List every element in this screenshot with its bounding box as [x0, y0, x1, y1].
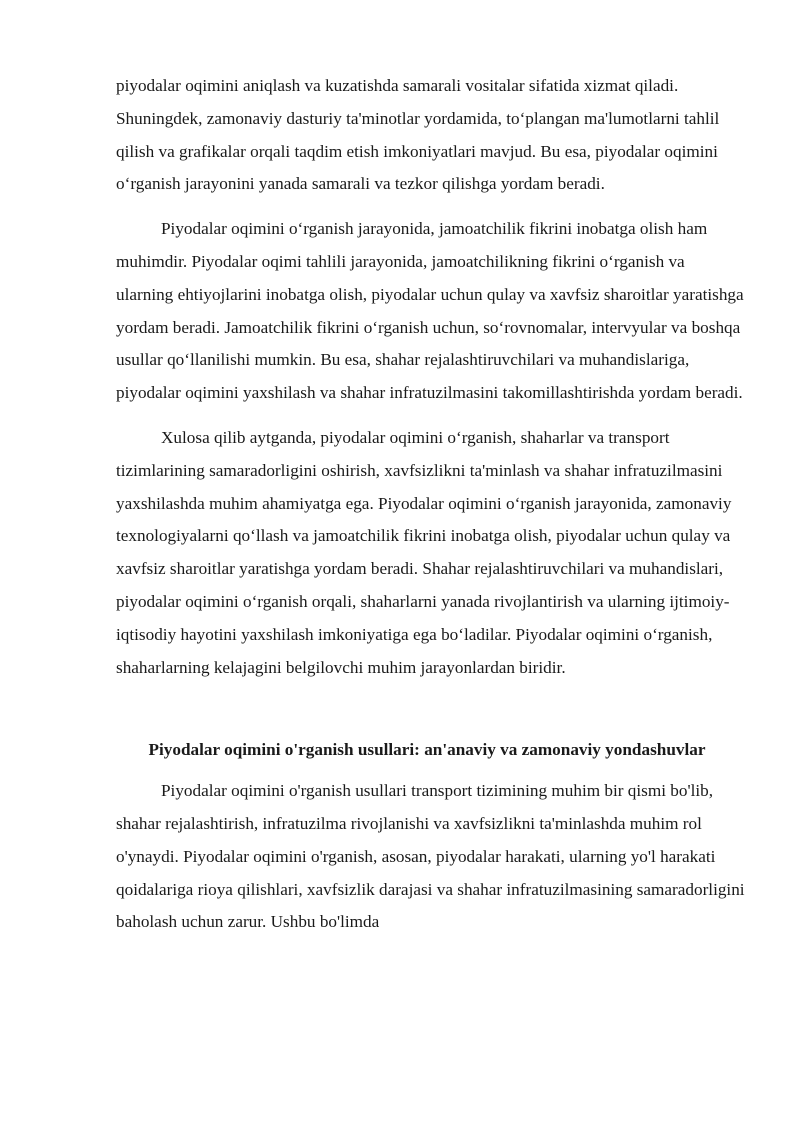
paragraph-public-opinion: Piyodalar oqimini o‘rganish jarayonida, jamoatchilik fikrini inobatga olish ham muhimdir. Piyodalar oqimi tahlili jarayonida, jamoatchilikning fikrini o‘rganish va ularning ehtiyojlarini inobatga olish, piyodalar uchun qulay va xavfsiz sharoitlar yaratishga yordam beradi. Jamoatchilik fikrini o‘rganish uchun, so‘rovnomalar, intervyular va boshqa usullar qo‘llanilishi mumkin. Bu esa, shahar rejalashtiruvchilari va muhandislariga, piyodalar oqimini yaxshilash va shahar infratuzilmasini takomillashtirishda yordam beradi.	[116, 219, 744, 403]
section-heading: Piyodalar oqimini o'rganish usullari: an'anaviy va zamonaviy yondashuvlar	[148, 740, 706, 760]
paragraph-continuation: piyodalar oqimini aniqlash va kuzatishda samarali vositalar sifatida xizmat qiladi. Shuningdek, zamonaviy dasturiy ta'minotlar yordamida, to‘plangan ma'lumotlarni tahlil qilish va grafikalar orqali taqdim etish imkoniyatlari mavjud. Bu esa, piyodalar oqimini o‘rganish jarayonini yanada samarali va tezkor qilishga yordam beradi.	[116, 76, 720, 194]
paragraph-methods-intro: Piyodalar oqimini o'rganish usullari transport tizimining muhim bir qismi bo'lib, shahar rejalashtirish, infratuzilma rivojlanishi va xavfsizlikni ta'minlashda muhim rol o'ynaydi. Piyodalar oqimini o'rganish, asosan, piyodalar harakati, ularning yo'l harakati qoidalariga rioya qilishlari, xavfsizlik darajasi va shahar infratuzilmasining samaradorligini baholash uchun zarur. Ushbu bo'limda	[116, 781, 745, 932]
heading-spacer	[116, 767, 746, 775]
paragraph-spacer	[116, 201, 746, 213]
section-spacer	[116, 684, 746, 734]
document-page	[116, 70, 746, 939]
paragraph-spacer	[116, 410, 746, 422]
paragraph-conclusion: Xulosa qilib aytganda, piyodalar oqimini o‘rganish, shaharlar va transport tizimlarining samaradorligini oshirish, xavfsizlikni ta'minlash va shahar infratuzilmasini yaxshilashda muhim ahamiyatga ega. Piyodalar oqimini o‘rganish jarayonida, zamonaviy texnologiyalarni qo‘llash va jamoatchilik fikrini inobatga olish, piyodalar uchun qulay va xavfsiz sharoitlar yaratishga yordam beradi. Shahar rejalashtiruvchilari va muhandislari, piyodalar oqimini o‘rganish orqali, shaharlarni yanada rivojlantirish va ularning ijtimoiy-iqtisodiy hayotini yaxshilash imkoniyatiga ega bo‘ladilar. Piyodalar oqimini o‘rganish, shaharlarning kelajagini belgilovchi muhim jarayonlardan biridir.	[116, 427, 732, 677]
